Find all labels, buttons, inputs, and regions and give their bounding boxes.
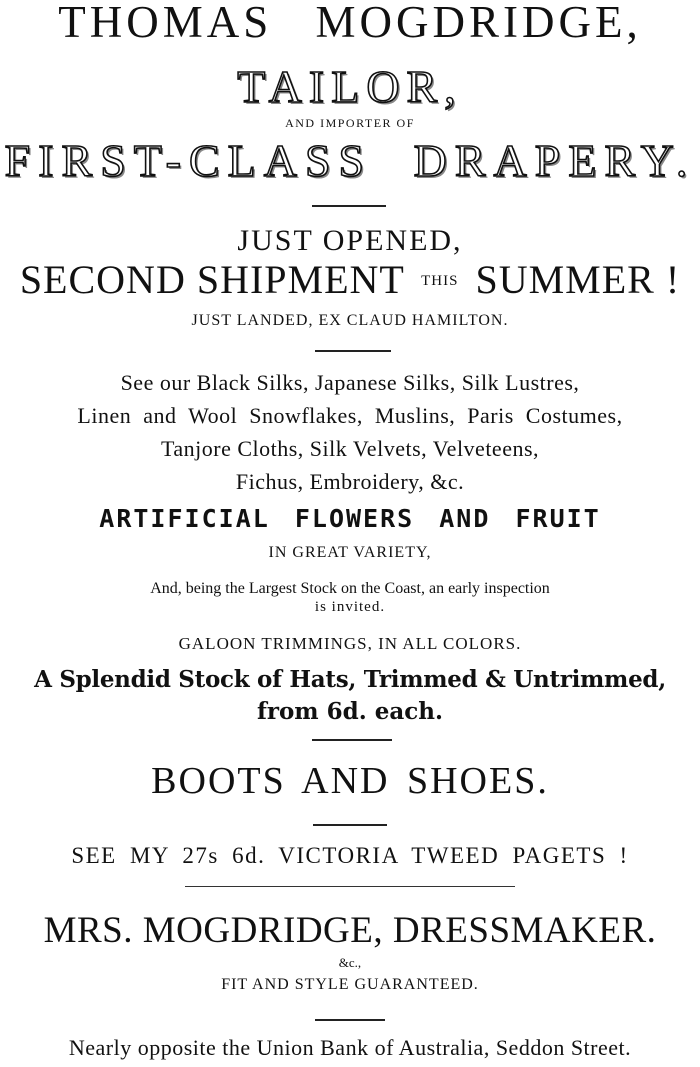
shipment-heading-this: THIS bbox=[421, 273, 459, 289]
galoon-line: GALOON TRIMMINGS, IN ALL COLORS. bbox=[178, 634, 522, 653]
divider-rule bbox=[313, 824, 387, 826]
proprietor-name: THOMAS MOGDRIDGE, bbox=[58, 0, 642, 47]
shipment-heading-right: SUMMER ! bbox=[475, 257, 681, 302]
shipment-heading bbox=[0, 257, 700, 302]
dressmaker-heading: MRS. MOGDRIDGE, DRESSMAKER. bbox=[43, 910, 657, 951]
hats-heading: A Splendid Stock of Hats, Trimmed & Untrimmed, bbox=[34, 666, 666, 693]
goods-line: Tanjore Cloths, Silk Velvets, Velveteens, bbox=[160, 436, 540, 461]
landed-line: JUST LANDED, EX CLAUD HAMILTON. bbox=[191, 312, 509, 329]
just-opened-heading: JUST OPENED, bbox=[237, 224, 463, 257]
divider-rule bbox=[312, 205, 386, 207]
boots-heading: BOOTS AND SHOES. bbox=[151, 760, 549, 802]
divider-rule bbox=[315, 350, 391, 352]
divider-rule bbox=[315, 1019, 385, 1021]
flowers-heading: ARTIFICIAL FLOWERS AND FRUIT bbox=[99, 504, 601, 533]
variety-line: IN GREAT VARIETY, bbox=[268, 544, 432, 561]
dressmaker-etc: &c., bbox=[338, 955, 362, 970]
stock-line: And, being the Largest Stock on the Coast, an early inspection bbox=[150, 580, 550, 597]
divider-rule bbox=[312, 739, 392, 741]
goods-line: Linen and Wool Snowflakes, Muslins, Paris Costumes, bbox=[77, 403, 623, 428]
tweed-line: SEE MY 27s 6d. VICTORIA TWEED PAGETS ! bbox=[71, 843, 629, 868]
shipment-heading-left: SECOND SHIPMENT bbox=[19, 257, 405, 302]
importer-line: AND IMPORTER OF bbox=[285, 116, 415, 130]
divider-rule bbox=[185, 886, 515, 887]
address-line: Nearly opposite the Union Bank of Australia, Seddon Street. bbox=[68, 1035, 632, 1060]
goods-line: Fichus, Embroidery, &c. bbox=[235, 469, 465, 494]
trade-title: TAILOR, bbox=[237, 61, 463, 112]
guarantee-line: FIT AND STYLE GUARANTEED. bbox=[221, 976, 479, 993]
hats-price: from 6d. each. bbox=[256, 698, 444, 725]
goods-line: See our Black Silks, Japanese Silks, Silk Lustres, bbox=[120, 370, 580, 395]
invited-line: is invited. bbox=[314, 599, 386, 615]
drapery-heading: FIRST-CLASS DRAPERY. bbox=[4, 135, 696, 186]
